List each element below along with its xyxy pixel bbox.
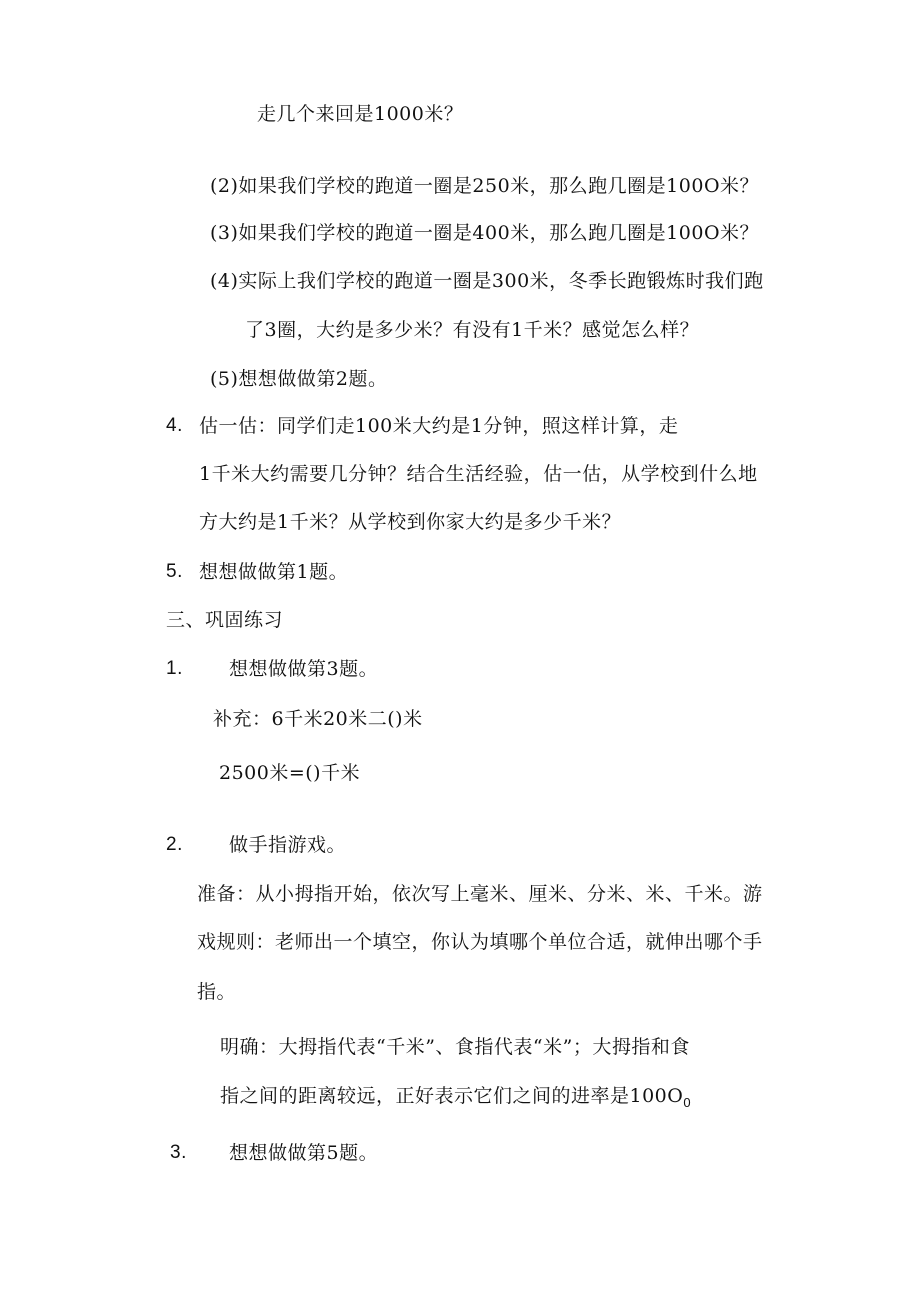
text-segment: 指之间的距离较远，正好表示它们之间的进率是100O (220, 1085, 684, 1107)
text-line: 想想做做第1题。 (199, 561, 349, 583)
text-line: (3)如果我们学校的跑道一圈是400米，那么跑几圈是100O米？ (210, 222, 760, 244)
item-number: 2. (166, 834, 183, 855)
item-number: 3. (170, 1142, 187, 1163)
text-line: 想想做做第5题。 (229, 1142, 379, 1164)
text-line: 方大约是1千米？从学校到你家大约是多少千米？ (199, 511, 622, 533)
text-line: 明确：大拇指代表“千米”、食指代表“米”；大拇指和食 (220, 1036, 690, 1058)
item-number: 4. (166, 415, 183, 436)
text-line: (2)如果我们学校的跑道一圈是250米，那么跑几圈是100O米？ (210, 175, 760, 197)
text-line: 走几个来回是1000米？ (257, 103, 464, 125)
text-line: (4)实际上我们学校的跑道一圈是300米，冬季长跑锻炼时我们跑 (210, 270, 764, 292)
text-line: 1千米大约需要几分钟？结合生活经验，估一估，从学校到什么地 (199, 463, 758, 485)
text-line (220, 1084, 691, 1110)
item-number: 1. (166, 658, 183, 679)
text-line: 想想做做第3题。 (229, 658, 379, 680)
text-line: 做手指游戏。 (229, 834, 347, 856)
text-line: 补充：6千米20米二()米 (213, 708, 423, 730)
section-heading: 三、巩固练习 (166, 609, 284, 631)
text-line: 了3圈，大约是多少米？有没有1千米？感觉怎么样？ (245, 319, 700, 341)
subscript: 0 (683, 1095, 692, 1110)
text-line: 估一估：同学们走100米大约是1分钟，照这样计算，走 (199, 415, 679, 437)
text-line: (5)想想做做第2题。 (210, 368, 388, 390)
text-line: 指。 (197, 981, 237, 1003)
text-line: 2500米=()千米 (219, 762, 361, 784)
item-number: 5. (166, 561, 183, 582)
text-line: 戏规则：老师出一个填空，你认为填哪个单位合适，就伸出哪个手 (197, 931, 763, 953)
text-line: 准备：从小拇指开始，依次写上毫米、厘米、分米、米、千米。游 (197, 883, 763, 905)
